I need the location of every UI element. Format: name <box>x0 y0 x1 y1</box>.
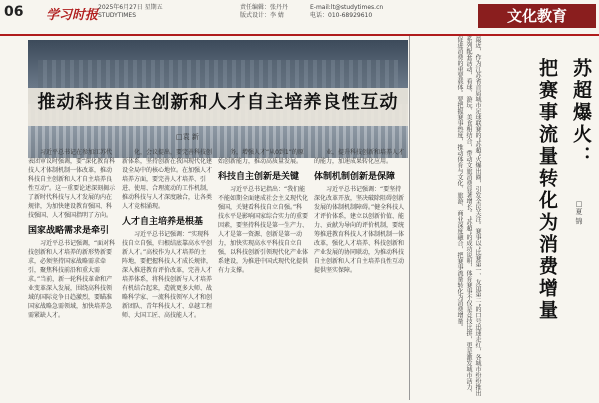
designer-name: 版式设计：李 婧 <box>240 12 284 19</box>
article-column-3 <box>218 148 308 400</box>
column-paragraph: 务，增强人才“从0到1”的原始创新能力，推动高质量发展。 <box>218 149 304 165</box>
page-number: 06 <box>4 4 24 20</box>
title-line-2: 把赛事流量转化为消费增量 <box>536 58 558 322</box>
column-paragraph: 习近平总书记强调：“要坚持深化改革开放，坚决破除阻碍创新发展的体制机制障碍。”健全科技人才评价体系，建立以创新价值、能力、贡献为导向的评价机制，要统筹推进教育科技人才体制机制一体改革，强化人才培养、科技创新和产业发展的协同联动，为推动科技自主创新和人才自主培养良性互动提供坚实保障。 <box>314 186 405 274</box>
column-paragraph: 业，提升科技创新和培养人才的能力，加速成果转化应用。 <box>314 149 405 165</box>
paper-name: 学习时报 <box>46 8 99 23</box>
paper-name-en: STUDYTIMES <box>98 12 137 19</box>
email: E-mail:lt@studytimes.cn <box>310 4 384 11</box>
subheading-4: 体制机制创新是保障 <box>314 172 396 182</box>
editor-name: 责任编辑：张丹丹 <box>240 4 289 11</box>
column-paragraph: 化，会议提出，要完善科技创新体系，坚持创新在我国现代化建设全局中的核心地位。在加强人才培养方面，要完善人才培养、引进、使用、合理流动的工作机制，推动科技与人才深度融合，让各类人才竞相涌现。 <box>122 149 212 210</box>
column-paragraph: 习近平总书记在参加江苏代表团审议时强调，要“深化教育科技人才体制机制一体改革，推动科技自主创新和人才自主培养良性互动”。这一重要论述深刻揭示了新时代科技与人才发展的内在规律，为加快建设教育强国、科技强国、人才强国指明了方向。 <box>28 149 116 219</box>
issue-meta <box>98 4 163 20</box>
editors <box>240 4 288 20</box>
section-title: 文化教育 <box>478 4 596 28</box>
article-column-4 <box>314 148 406 400</box>
column-paragraph: 习近平总书记指出：“我们能不能如期全面建成社会主义现代化强国，关键看科技自立自强。”科技水平是影响国家综合实力的重要因素，要坚持科技是第一生产力、人才是第一资源、创新是第一动力，加快实现高水平科技自立自强，以科技创新引领现代化产业体系建设，为推进中国式现代化提供有力支撑。 <box>218 186 308 274</box>
article-column-2 <box>122 148 212 400</box>
contact-info <box>310 4 383 20</box>
subheading-2: 人才自主培养是根基 <box>122 217 204 227</box>
article-headline: 推动科技自主创新和人才自主培养良性互动 <box>37 92 399 113</box>
article-column-1 <box>28 148 116 400</box>
issue-weekday: 星期五 <box>144 4 163 11</box>
column-divider <box>409 36 410 400</box>
subheading-3: 科技自主创新是关键 <box>218 172 300 182</box>
subheading-1: 国家战略需求是牵引 <box>28 226 110 236</box>
right-article-author: □夏 锦 <box>575 200 583 225</box>
issue-date: 2025年6月27日 <box>98 4 143 11</box>
phone: 电话：010-68929610 <box>310 12 373 19</box>
article-byline: □袁 新 <box>176 133 199 141</box>
column-paragraph: 习近平总书记强调：“实现科技自立自强，归根结底靠高水平创新人才。”高校作为人才培养的主阵地，要把握科技人才成长规律，深入推进教育评价改革，完善人才培养体系，将科技创新与人才培养有机结合起来，造就更多大师、战略科学家、一流科技领军人才和创新团队、青年科技人才、卓越工程师、大国工匠、高技能人才。 <box>122 231 212 319</box>
column-paragraph: 习近平总书记强调，“面对科技创新和人才培养的新形势新要求，必须坚持国家战略需求牵引，聚焦科技前沿和重大需求。”当前，新一轮科技革命和产业变革深入发展，围绕高科技领域的国际竞争日趋激烈，要瞄准国家战略急需领域，加快培养急需紧缺人才。 <box>28 240 116 319</box>
right-article-body: 最近，作为江苏省首届城市足球联赛的“苏超”火爆出圈，引发全民关注。赛事以“比赛第一、友谊第二”的口号迅速走红，各城市纷纷推出系列配套活动，看球、游玩、美食相结合，带动文旅消费显著增长。“苏超”的成功说明，体育赛事不仅是竞技比拼，更是激发城市活力、促进消费的重要载体。要把握赛事热度，推动体育与文化、旅游、商业深度融合，把赛事流量转化为消费增量。 <box>456 36 481 397</box>
newspaper-header <box>0 0 599 36</box>
title-line-1: 苏超爆火： <box>570 58 592 168</box>
